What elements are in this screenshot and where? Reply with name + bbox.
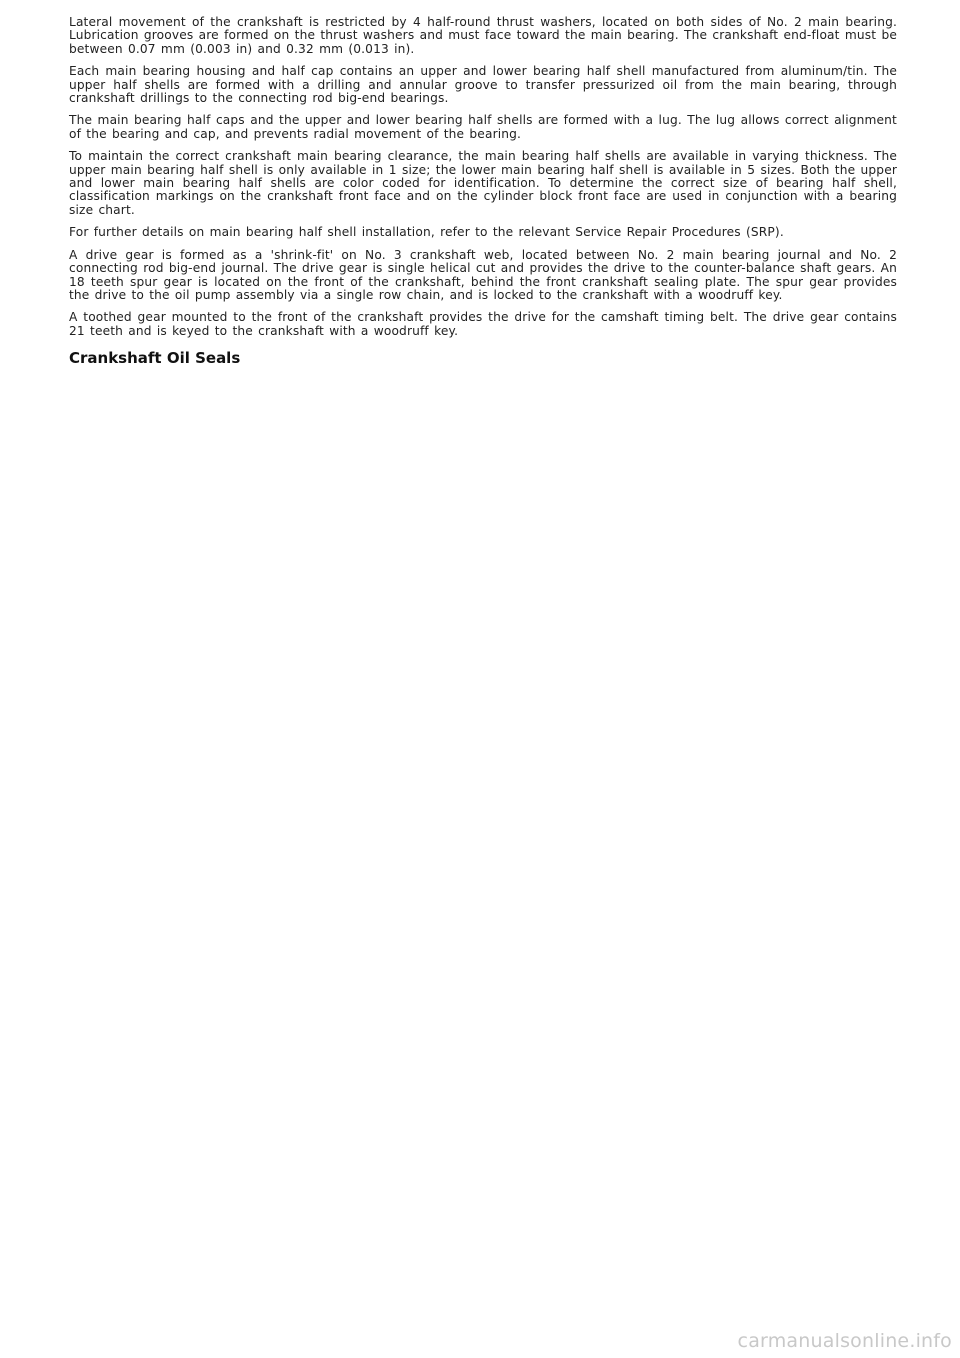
paragraph-installation-reference: For further details on main bearing half shell installation, refer to the relevant Service Repair Procedures (SRP). [69, 225, 784, 240]
paragraph-half-caps: The main bearing half caps and the upper and lower bearing half shells are formed with a lug. The lug allows correct alignment of the bearing and cap, and prevents radial movement of the bearing. [69, 113, 897, 141]
paragraph-bearing-housing: Each main bearing housing and half cap contains an upper and lower bearing half shell manufactured from aluminum/tin. The upper half shells are formed with a drilling and annular groove to transfer pressurized oil from the main bearing, through crankshaft drillings to the connecting rod big-end bearings. [69, 64, 897, 106]
paragraph-bearing-clearance: To maintain the correct crankshaft main bearing clearance, the main bearing half shells are available in varying thickness. The upper main bearing half shell is only available in 1 size; the lower main bearing half shell is available in 5 sizes. Both the upper and lower main bearing half shells are color coded for identification. To determine the correct size of bearing half shell, classification markings on the crankshaft front face and on the cylinder block front face are used in conjunction with a bearing size chart. [69, 149, 897, 217]
watermark: carmanualsonline.info [737, 1330, 952, 1352]
paragraph-toothed-gear: A toothed gear mounted to the front of the crankshaft provides the drive for the camshaft timing belt. The drive gear contains 21 teeth and is keyed to the crankshaft with a woodruff key. [69, 310, 897, 338]
section-heading-crankshaft-oil-seals: Crankshaft Oil Seals [69, 349, 241, 368]
paragraph-drive-gear: A drive gear is formed as a 'shrink-fit' on No. 3 crankshaft web, located between No. 2 main bearing journal and No. 2 connecting rod big-end journal. The drive gear is single helical cut and provides the drive to the counter-balance shaft gears. An 18 teeth spur gear is located on the front of the crankshaft, behind the front crankshaft sealing plate. The spur gear provides the drive to the oil pump assembly via a single row chain, and is locked to the crankshaft with a woodruff key. [69, 247, 897, 302]
document-body [69, 16, 897, 367]
paragraph-thrust-washers: Lateral movement of the crankshaft is restricted by 4 half-round thrust washers, located on both sides of No. 2 main bearing. Lubrication grooves are formed on the thrust washers and must face toward the main bearing. The crankshaft end-float must be between 0.07 mm (0.003 in) and 0.32 mm (0.013 in). [69, 15, 897, 56]
